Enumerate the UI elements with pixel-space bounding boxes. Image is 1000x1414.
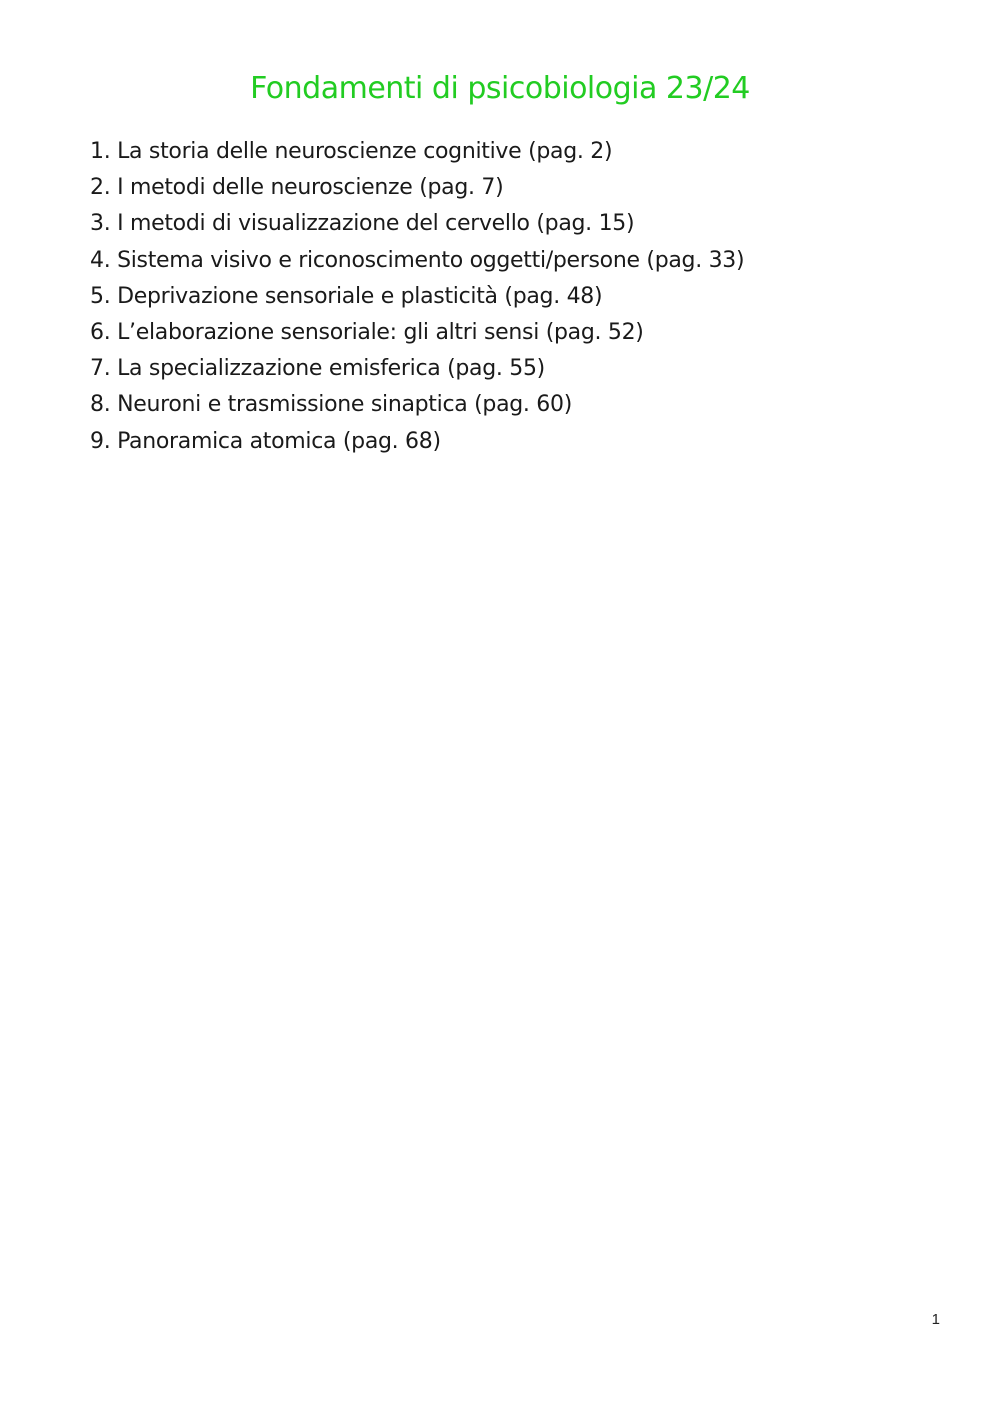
toc-item-1: 1. La storia delle neuroscienze cognitive (pag. 2) (90, 139, 613, 164)
toc-item-4: 4. Sistema visivo e riconoscimento oggetti/persone (pag. 33) (90, 247, 745, 273)
toc-item-5: 5. Deprivazione sensoriale e plasticità (pag. 48) (90, 283, 603, 309)
toc-item-2: 2. I metodi delle neuroscienze (pag. 7) (90, 175, 504, 201)
page-title: Fondamenti di psicobiologia 23/24 (250, 71, 750, 106)
toc-item-8: 8. Neuroni e trasmissione sinaptica (pag. 60) (90, 392, 572, 418)
toc-item-7: 7. La specializzazione emisferica (pag. 55) (90, 356, 545, 382)
toc-item-3: 3. I metodi di visualizzazione del cervello (pag. 15) (90, 211, 635, 237)
toc-item-6: 6. L’elaborazione sensoriale: gli altri sensi (pag. 52) (90, 320, 644, 346)
table-of-contents (90, 134, 950, 460)
page-number: 1 (931, 1311, 940, 1328)
toc-item-9: 9. Panoramica atomica (pag. 68) (90, 428, 441, 454)
